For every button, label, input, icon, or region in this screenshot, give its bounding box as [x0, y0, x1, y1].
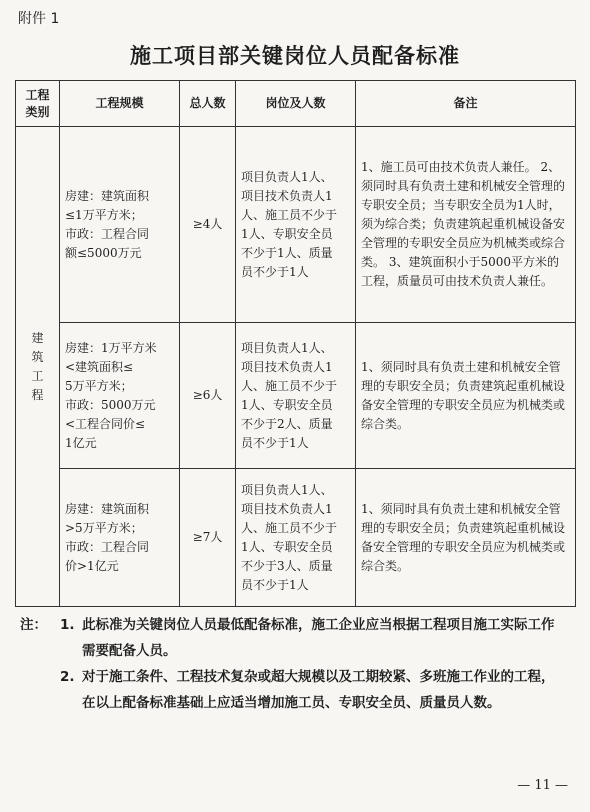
note-text: 此标准为关键岗位人员最低配备标准，施工企业应当根据工程项目施工实际工作需要配备人员。 — [82, 617, 555, 659]
table-row — [16, 127, 576, 323]
total-count-cell: ≥6人 — [180, 323, 236, 469]
note-item — [20, 612, 566, 664]
scale-cell: 房建：建筑面积 >5万平方米； 市政：工程合同 价>1亿元 — [60, 469, 180, 607]
table-row — [16, 323, 576, 469]
positions-cell: 项目负责人1人、 项目技术负责人1 人、施工员不少于 1人、专职安全员 不少于1人、质量 员不少于1人 — [236, 127, 356, 323]
column-header-positions: 岗位及人数 — [236, 81, 356, 127]
positions-cell: 项目负责人1人、 项目技术负责人1 人、施工员不少于 1人、专职安全员 不少于2人、质量 员不少于1人 — [236, 323, 356, 469]
note-item — [46, 664, 566, 716]
total-count-cell: ≥7人 — [180, 469, 236, 607]
table-header-row — [16, 81, 576, 127]
category-cell — [16, 127, 60, 607]
remarks-cell: 1、须同时具有负责土建和机械安全管理的专职安全员；负责建筑起重机械设备安全管理的专职安全员应为机械类或综合类。 — [356, 323, 576, 469]
note-number: 2. — [60, 669, 75, 685]
scale-cell: 房建：1万平方米 <建筑面积≤ 5万平方米； 市政：5000万元 <工程合同价≤ 1亿元 — [60, 323, 180, 469]
note-number: 1. — [60, 617, 75, 633]
page-number: — 11 — — [517, 778, 568, 793]
attachment-label: 附件 1 — [18, 11, 60, 27]
category-label: 建筑工程 — [31, 330, 44, 402]
table-row — [16, 469, 576, 607]
total-count-cell: ≥4人 — [180, 127, 236, 323]
note-text: 对于施工条件、工程技术复杂或超大规模以及工期较紧、多班施工作业的工程，在以上配备标准基础上应适当增加施工员、专职安全员、质量员人数。 — [82, 669, 555, 711]
column-header-total: 总人数 — [180, 81, 236, 127]
scale-cell: 房建：建筑面积 ≤1万平方米； 市政：工程合同 额≤5000万元 — [60, 127, 180, 323]
staffing-standard-table — [15, 80, 576, 607]
remarks-cell: 1、施工员可由技术负责人兼任。 2、须同时具有负责土建和机械安全管理的专职安全员；当专职安全员为1人时，须为综合类；负责建筑起重机械设备安全管理的专职安全员应为机械类或综合类。 3、建筑面积小于5000平方米的工程，质量员可由技术负责人兼任。 — [356, 127, 576, 323]
remarks-cell: 1、须同时具有负责土建和机械安全管理的专职安全员；负责建筑起重机械设备安全管理的专职安全员应为机械类或综合类。 — [356, 469, 576, 607]
notes-section — [20, 612, 566, 716]
column-header-remarks: 备注 — [356, 81, 576, 127]
column-header-scale: 工程规模 — [60, 81, 180, 127]
notes-label: 注： — [20, 617, 47, 633]
page-title: 施工项目部关键岗位人员配备标准 — [130, 44, 460, 68]
positions-cell: 项目负责人1人、 项目技术负责人1 人、施工员不少于 1人、专职安全员 不少于3人、质量 员不少于1人 — [236, 469, 356, 607]
column-header-category: 工程类别 — [16, 81, 60, 127]
